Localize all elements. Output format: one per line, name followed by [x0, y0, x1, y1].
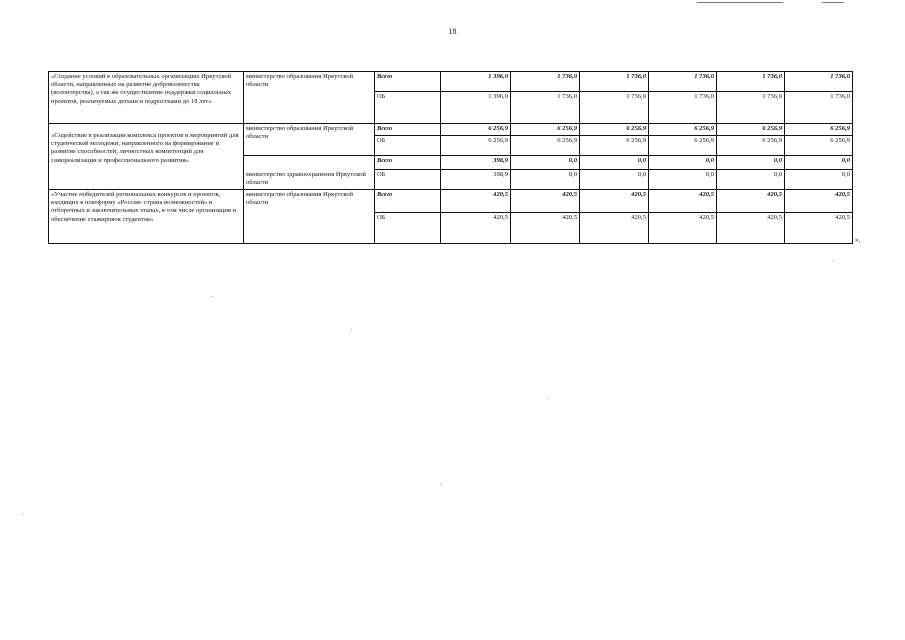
responsible-executor: министерство здравоохранения Иркутской области — [244, 156, 375, 190]
value-cell: 420,5 — [441, 213, 511, 244]
value-cell: 6 256,9 — [441, 136, 511, 156]
responsible-executor: министерство образования Иркутской области — [244, 124, 375, 156]
scan-speck — [351, 329, 352, 330]
value-cell: 0,0 — [511, 170, 580, 190]
value-cell: 420,5 — [785, 190, 853, 213]
value-cell: 1 736,0 — [649, 92, 717, 124]
funding-source-ob: ОБ — [375, 170, 441, 190]
value-cell: 1 736,0 — [649, 72, 717, 92]
value-cell: 6 256,9 — [717, 124, 785, 136]
funding-source-ob: ОБ — [375, 136, 441, 156]
value-cell: 6 256,9 — [511, 136, 580, 156]
responsible-executor: министерство образования Иркутской области — [244, 72, 375, 124]
value-cell: 420,5 — [717, 213, 785, 244]
measure-name: «Участие победителей региональных конкурсов и проектов, входящих в платформу «Россия- страна возможностей» в отборочных и заключительных этапах, в том числе организация и обеспечение стажировок студентов» — [49, 190, 244, 244]
value-cell: 0,0 — [785, 170, 853, 190]
value-cell: 420,5 — [717, 190, 785, 213]
value-cell: 6 256,9 — [580, 136, 649, 156]
value-cell: 1 736,0 — [511, 72, 580, 92]
closing-quote-mark: ». — [855, 236, 861, 244]
value-cell: 1 396,0 — [441, 92, 511, 124]
scan-speck — [833, 260, 834, 261]
value-cell: 398,9 — [441, 156, 511, 170]
value-cell: 420,5 — [511, 213, 580, 244]
value-cell: 0,0 — [717, 156, 785, 170]
funding-source-total: Всего — [375, 124, 441, 136]
value-cell: 420,5 — [580, 213, 649, 244]
measure-name: «Создание условий в образовательных организациях Иркутской области, направленных на развитие добровольчества (волонтерства), а так же осуществление поддержки социальных проектов, реализуемых детьми и подростками до 18 лет» — [49, 72, 244, 124]
budget-table — [48, 71, 853, 244]
value-cell: 6 256,9 — [649, 124, 717, 136]
value-cell: 0,0 — [580, 170, 649, 190]
scan-speck — [440, 484, 441, 485]
value-cell: 1 736,0 — [785, 92, 853, 124]
value-cell: 420,5 — [649, 190, 717, 213]
funding-source-total: Всего — [375, 190, 441, 213]
value-cell: 6 256,9 — [717, 136, 785, 156]
scan-mark — [697, 2, 783, 3]
value-cell: 420,5 — [785, 213, 853, 244]
value-cell: 0,0 — [717, 170, 785, 190]
value-cell: 420,5 — [649, 213, 717, 244]
value-cell: 1 736,0 — [717, 92, 785, 124]
scan-speck — [212, 296, 213, 297]
value-cell: 398,9 — [441, 170, 511, 190]
funding-source-ob: ОБ — [375, 213, 441, 244]
funding-source-ob: ОБ — [375, 92, 441, 124]
value-cell: 0,0 — [511, 156, 580, 170]
value-cell: 420,5 — [580, 190, 649, 213]
value-cell: 0,0 — [649, 156, 717, 170]
funding-source-total: Всего — [375, 72, 441, 92]
value-cell: 420,5 — [511, 190, 580, 213]
funding-source-total: Всего — [375, 156, 441, 170]
value-cell: 6 256,9 — [441, 124, 511, 136]
page-number: 18 — [448, 27, 457, 36]
value-cell: 1 736,0 — [785, 72, 853, 92]
value-cell: 1 736,0 — [717, 72, 785, 92]
value-cell: 6 256,9 — [785, 136, 853, 156]
measure-name: «Содействие в реализации комплекса проектов и мероприятий для студенческой молодежи, направленного на формирование и развитие способностей, личностных компетенций для самореализации и профессионального развития» — [49, 124, 244, 190]
scan-speck — [547, 398, 548, 399]
value-cell: 0,0 — [580, 156, 649, 170]
value-cell: 420,5 — [441, 190, 511, 213]
value-cell: 0,0 — [649, 170, 717, 190]
value-cell: 1 736,0 — [511, 92, 580, 124]
responsible-executor: министерство образования Иркутской области — [244, 190, 375, 244]
value-cell: 1 736,0 — [580, 72, 649, 92]
value-cell: 1 736,0 — [580, 92, 649, 124]
table-row — [49, 124, 853, 136]
scan-mark — [822, 2, 844, 3]
value-cell: 6 256,9 — [511, 124, 580, 136]
value-cell: 1 396,0 — [441, 72, 511, 92]
value-cell: 6 256,9 — [580, 124, 649, 136]
table-row — [49, 72, 853, 92]
value-cell: 6 256,9 — [649, 136, 717, 156]
value-cell: 0,0 — [785, 156, 853, 170]
value-cell: 6 256,9 — [785, 124, 853, 136]
table-row — [49, 190, 853, 213]
scan-speck — [22, 514, 23, 515]
